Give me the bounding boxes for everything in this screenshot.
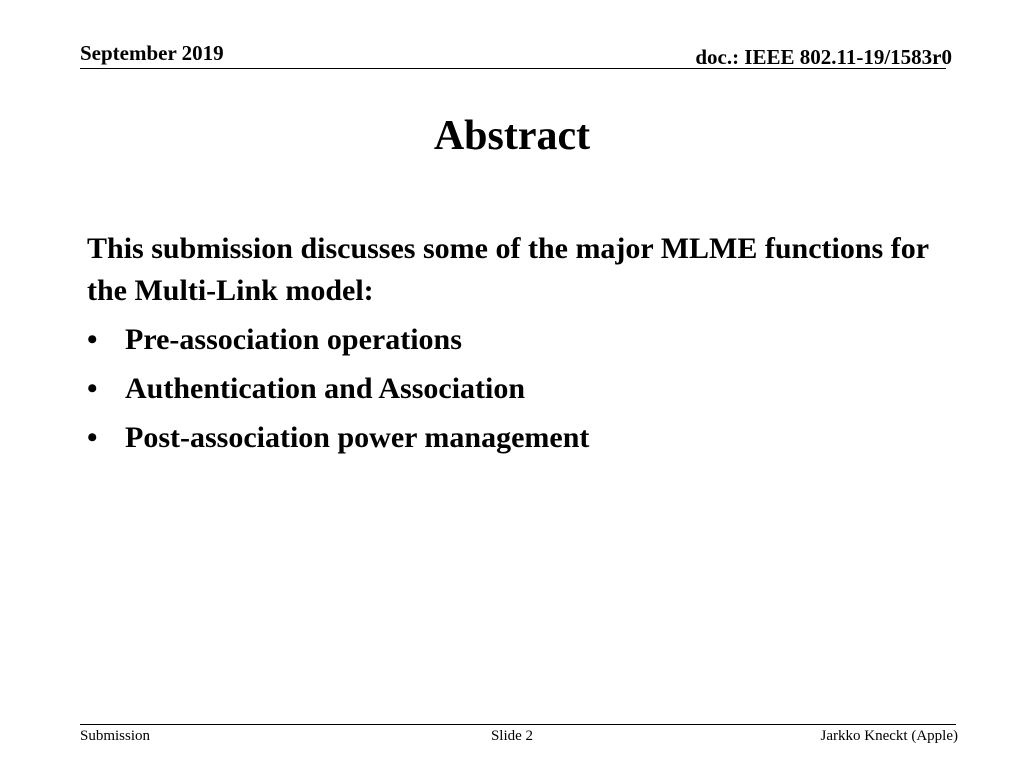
footer-divider	[80, 724, 956, 725]
bullet-icon: •	[87, 372, 98, 405]
bullet-icon: •	[87, 323, 98, 356]
footer-submission: Submission	[80, 728, 151, 744]
header-doc-id: doc.: IEEE 802.11-19/1583r0	[695, 45, 952, 69]
bullet-list	[87, 319, 937, 459]
bullet-text: Post-association power management	[125, 421, 590, 454]
intro-text: This submission discusses some of the major MLME functions for the Multi-Link model:	[87, 232, 929, 307]
bullet-icon: •	[87, 421, 98, 454]
footer-author: Jarkko Kneckt (Apple)	[820, 728, 958, 744]
header-date: September 2019	[80, 41, 224, 65]
bullet-item-authentication	[87, 368, 937, 410]
slide-title: Abstract	[433, 113, 591, 159]
bullet-item-pre-association	[87, 319, 937, 361]
bullet-text: Pre-association operations	[125, 323, 462, 356]
bullet-text: Authentication and Association	[125, 372, 526, 405]
bullet-item-post-association	[87, 417, 937, 459]
footer-slide-number: Slide 2	[490, 728, 534, 744]
header-divider	[80, 68, 946, 69]
slide-body	[87, 228, 937, 466]
